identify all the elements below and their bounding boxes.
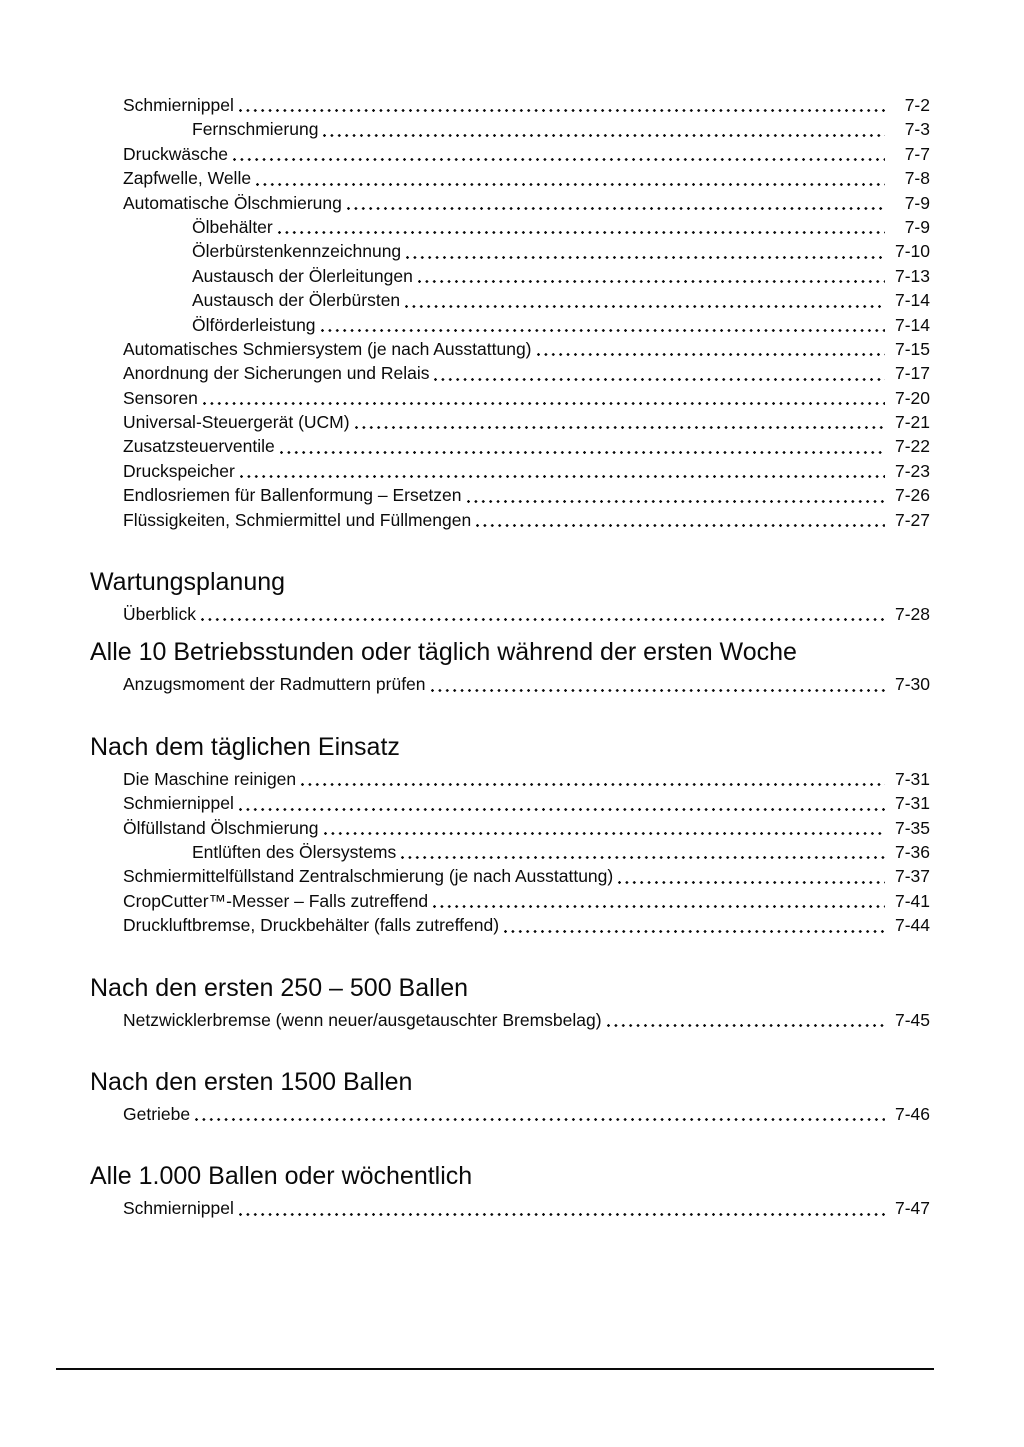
toc-entry-page: 7-14 [894,290,930,311]
dot-leader [476,508,885,532]
toc-entry-page: 7-2 [904,95,930,115]
toc-entry-page: 7-20 [894,387,930,408]
toc-entry-page: 7-21 [894,412,930,433]
toc-entry[interactable] [123,767,930,791]
toc-entry-page: 7-8 [904,168,930,189]
dot-leader [431,672,885,696]
toc-entry-label: Austausch der Ölerleitungen [192,265,413,286]
toc-entry-page: 7-10 [894,241,930,262]
dot-leader [195,1102,885,1126]
toc-entry[interactable] [123,1008,930,1032]
toc-entry-label: Netzwicklerbremse (wenn neuer/ausgetauschter Bremsbelag) [123,1009,602,1030]
toc-entry-label: Endlosriemen für Ballenformung – Ersetzen [123,485,462,506]
toc-entry-label: Zapfwelle, Welle [123,168,252,189]
toc-entry[interactable] [123,337,930,361]
toc-entry-label: Schmiermittelfüllstand Zentralschmierung (je nach Ausstattung) [123,866,614,887]
toc-entry-label: Zusatzsteuerventile [123,436,275,457]
toc-section [90,1066,930,1126]
dot-leader [433,889,885,913]
toc-entry-page: 7-35 [894,817,930,838]
toc-entry-page: 7-7 [904,143,930,164]
toc-entry-label: Flüssigkeiten, Schmiermittel und Füllmengen [123,509,472,530]
toc-entry[interactable] [192,840,930,864]
dot-leader [239,93,885,117]
footer-rule [56,1368,934,1370]
section-heading: Wartungsplanung [90,568,286,597]
toc-entry-label: Ölerbürstenkennzeichnung [192,241,402,262]
toc-entry-label: Entlüften des Ölersystems [192,841,397,862]
dot-leader [239,1196,885,1220]
dot-leader [405,288,885,312]
toc-entry[interactable] [123,483,930,507]
dot-leader [201,602,885,626]
dot-leader [406,239,885,263]
toc-entry[interactable] [123,386,930,410]
toc-section [90,93,930,532]
toc-section [90,731,930,938]
toc-entry-page: 7-28 [894,604,930,625]
dot-leader [607,1008,885,1032]
toc-entry-page: 7-14 [894,314,930,335]
toc-section [90,636,930,696]
dot-leader [418,264,885,288]
toc-entry-page: 7-13 [894,265,930,286]
toc-entry-page: 7-26 [894,485,930,506]
toc-entry-label: Ölbehälter [192,216,273,237]
toc-entry-label: Überblick [123,604,196,625]
toc-entry-label: Schmiernippel [123,1198,234,1219]
toc-entry[interactable] [123,459,930,483]
toc-section [90,1160,930,1220]
toc-entry-page: 7-3 [904,119,930,140]
toc-entry-page: 7-47 [894,1198,930,1219]
toc-entry-label: Automatisches Schmiersystem (je nach Ausstattung) [123,338,532,359]
toc-entry[interactable] [123,1102,930,1126]
toc-entry-label: Anzugsmoment der Radmuttern prüfen [123,674,426,695]
toc-section [90,972,930,1032]
toc-entry[interactable] [192,264,930,288]
toc-entry[interactable] [123,191,930,215]
dot-leader [401,840,885,864]
toc-entry-label: Anordnung der Sicherungen und Relais [123,363,430,384]
toc-entry-page: 7-9 [904,192,930,213]
toc-entry[interactable] [123,889,930,913]
toc-entry[interactable] [123,913,930,937]
dot-leader [278,215,885,239]
dot-leader [347,191,885,215]
toc-entry-label: Ölförderleistung [192,314,316,335]
toc-entry[interactable] [123,672,930,696]
toc [90,93,930,1221]
dot-leader [467,483,885,507]
toc-entry-page: 7-46 [894,1103,930,1124]
toc-entry-page: 7-36 [894,841,930,862]
toc-entry[interactable] [192,313,930,337]
dot-leader [504,913,885,937]
toc-entry[interactable] [123,434,930,458]
toc-entry-label: Austausch der Ölerbürsten [192,290,401,311]
toc-entry-label: Getriebe [123,1103,191,1124]
toc-entry[interactable] [192,215,930,239]
toc-entry[interactable] [123,791,930,815]
toc-entry-label: Ölfüllstand Ölschmierung [123,817,319,838]
dot-leader [537,337,885,361]
toc-section [90,566,930,626]
toc-entry[interactable] [123,864,930,888]
toc-entry-page: 7-30 [894,674,930,695]
toc-entry-label: Druckspeicher [123,460,235,481]
dot-leader [323,117,885,141]
toc-entry[interactable] [123,602,930,626]
section-heading: Nach den ersten 250 – 500 Ballen [90,973,469,1002]
dot-leader [233,142,885,166]
dot-leader [618,864,885,888]
toc-entry-page: 7-45 [894,1009,930,1030]
section-heading: Nach den ersten 1500 Ballen [90,1067,413,1096]
toc-entry[interactable] [123,508,930,532]
toc-entry-label: Fernschmierung [192,119,319,140]
toc-entry[interactable] [192,288,930,312]
toc-entry-label: Universal-Steuergerät (UCM) [123,412,350,433]
toc-entry-page: 7-31 [894,793,930,814]
section-heading: Nach dem täglichen Einsatz [90,732,400,761]
dot-leader [203,386,885,410]
toc-entry-page: 7-22 [894,436,930,457]
toc-entry-page: 7-41 [894,890,930,911]
dot-leader [239,791,885,815]
dot-leader [240,459,885,483]
toc-entry[interactable] [123,816,930,840]
dot-leader [324,816,886,840]
toc-entry[interactable] [123,142,930,166]
toc-entry-page: 7-9 [904,216,930,237]
toc-entry-label: Automatische Ölschmierung [123,192,342,213]
toc-entry[interactable] [123,361,930,385]
toc-entry-label: Schmiernippel [123,793,234,814]
dot-leader [355,410,885,434]
toc-entry-page: 7-31 [894,768,930,789]
dot-leader [280,434,885,458]
dot-leader [301,767,885,791]
toc-entry-label: Die Maschine reinigen [123,768,297,789]
toc-entry-label: Schmiernippel [123,95,234,115]
toc-entry[interactable] [123,93,930,117]
toc-entry-label: CropCutter™-Messer – Falls zutreffend [123,890,429,911]
dot-leader [321,313,885,337]
toc-entry-page: 7-15 [894,338,930,359]
toc-entry-label: Druckluftbremse, Druckbehälter (falls zutreffend) [123,915,500,936]
toc-entry[interactable] [123,166,930,190]
toc-entry-label: Sensoren [123,387,198,408]
section-heading: Alle 10 Betriebsstunden oder täglich während der ersten Woche [90,638,797,667]
toc-entry-label: Druckwäsche [123,143,229,164]
toc-entry-page: 7-37 [894,866,930,887]
toc-entry-page: 7-17 [894,363,930,384]
toc-entry[interactable] [192,117,930,141]
toc-entry[interactable] [123,410,930,434]
toc-entry-page: 7-44 [894,915,930,936]
dot-leader [434,361,885,385]
toc-entry[interactable] [123,1196,930,1220]
section-heading: Alle 1.000 Ballen oder wöchentlich [90,1162,473,1191]
dot-leader [256,166,885,190]
toc-entry-page: 7-27 [894,509,930,530]
toc-entry[interactable] [192,239,930,263]
toc-entry-page: 7-23 [894,460,930,481]
